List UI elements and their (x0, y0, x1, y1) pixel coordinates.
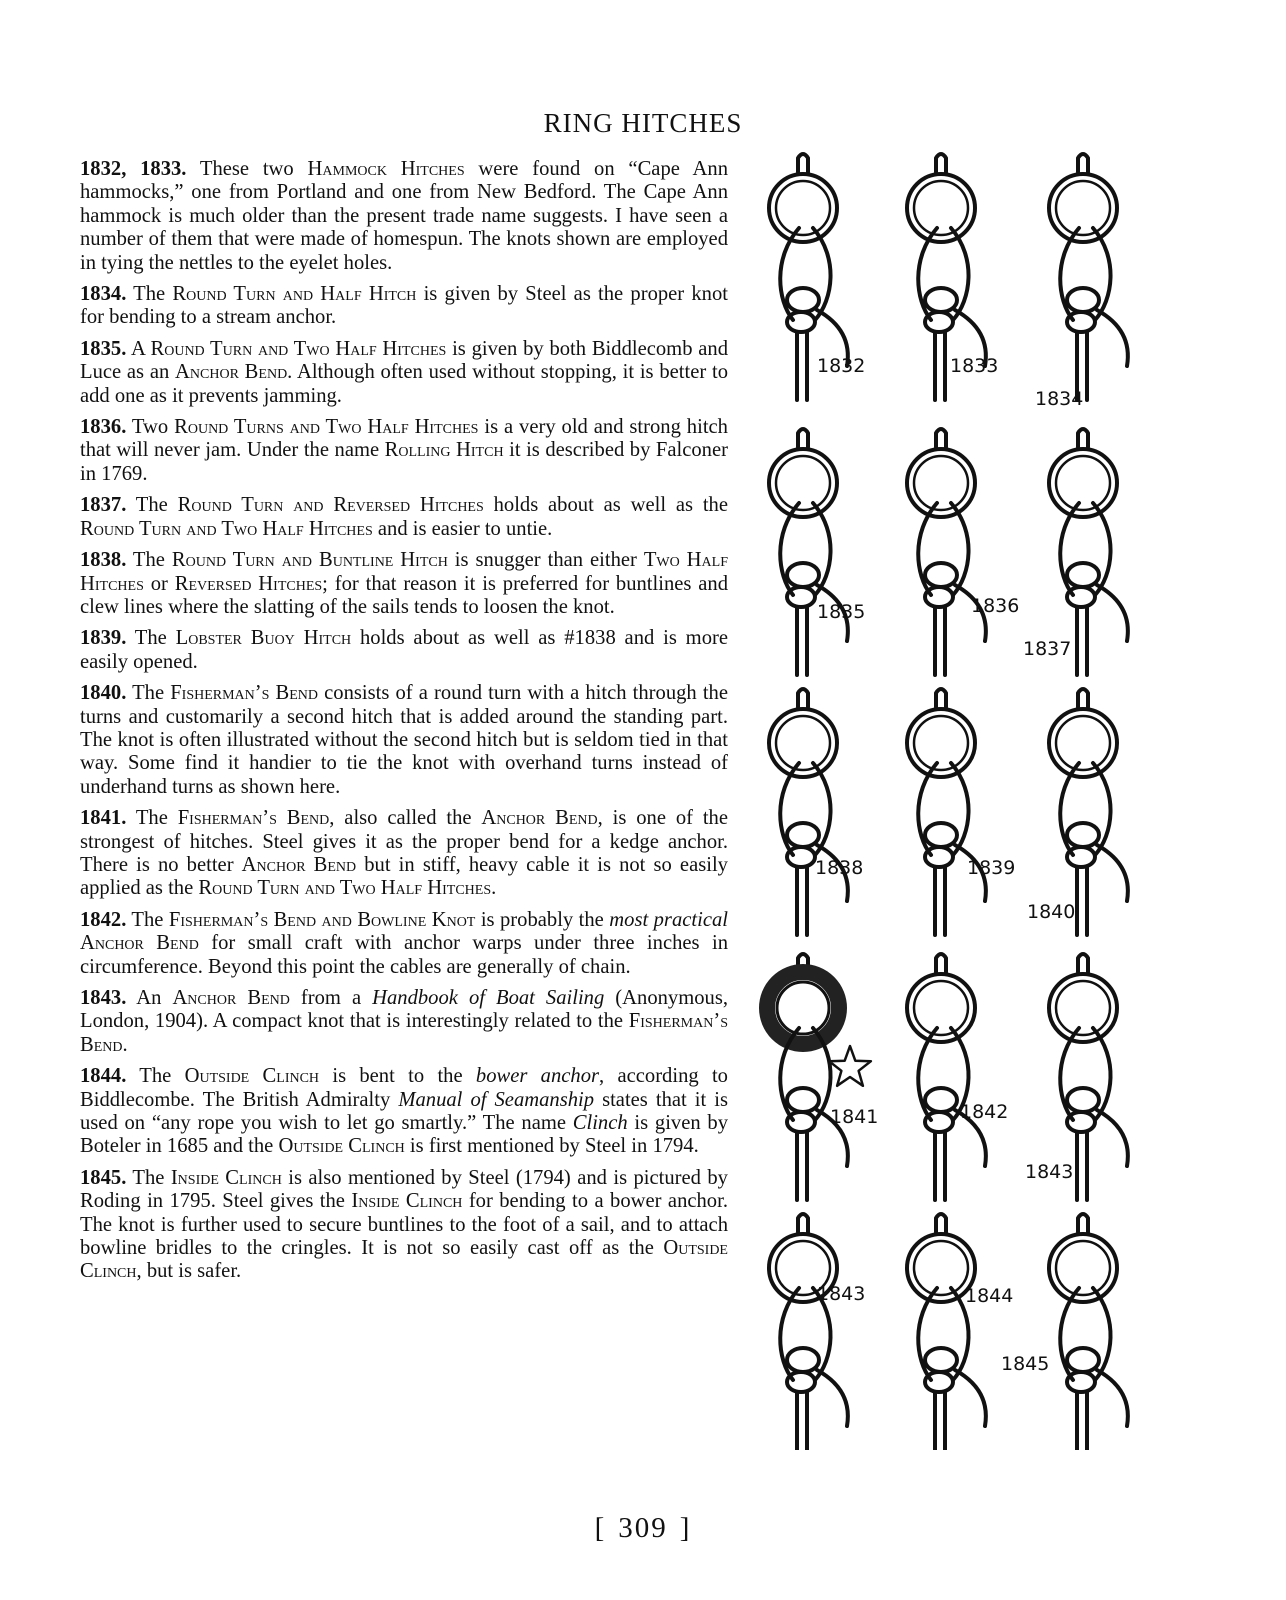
ring-inner (776, 716, 830, 770)
paragraph-1837 (80, 494, 728, 541)
standing-part (797, 867, 807, 935)
knot-name: Round Turns and Two Half Hitches (174, 416, 479, 439)
hitch-turn (1067, 1112, 1095, 1132)
paragraph-1839 (80, 627, 728, 674)
knot-figure-1840 (1027, 689, 1128, 935)
standing-part (1077, 1392, 1087, 1450)
knot-name: Fisherman’s Bend (177, 807, 330, 830)
figure-label: 1835 (817, 601, 866, 623)
knot-name: Fisherman’s Bend (170, 682, 319, 705)
figure-label: 1843 (817, 1283, 866, 1305)
ring-inner (914, 981, 968, 1035)
hauling-end (955, 1370, 986, 1426)
knot-name: Outside Clinch (80, 1237, 728, 1283)
standing-part (1077, 867, 1087, 935)
body-text: A (126, 337, 151, 360)
figure-label: 1838 (815, 857, 864, 879)
hitch-turn (1067, 563, 1099, 587)
hitch-turn (787, 587, 815, 607)
hitch-turn (925, 1348, 957, 1372)
paragraph-1842 (80, 909, 728, 979)
hauling-end (1097, 1110, 1128, 1166)
ring-inner (1056, 981, 1110, 1035)
body-text: for bending to a bower anchor. The knot is further used to secure buntlines to the foot of a sail, and to attach bowline bridles to the cringles. It is not so easily cast off as the (80, 1190, 728, 1260)
text-column (80, 158, 728, 1292)
hitch-turn (787, 288, 819, 312)
standing-part (935, 1392, 945, 1450)
hitch-turn (787, 823, 819, 847)
body-text: it is described by Falconer in 1769. (80, 439, 728, 485)
knot-name: Rolling Hitch (384, 439, 504, 462)
standing-part (935, 332, 945, 400)
paragraph-number: 1837. (80, 494, 127, 517)
ring-inner (1056, 716, 1110, 770)
paragraph-number: 1841. (80, 807, 127, 830)
body-text: The (126, 1166, 171, 1189)
hauling-end (1097, 1370, 1128, 1426)
paragraph-number: 1842. (80, 908, 127, 931)
knot-name: Reversed Hitches (174, 572, 323, 595)
ring (1049, 1234, 1117, 1302)
paragraph-number: 1836. (80, 416, 127, 439)
knot-figure-1843 (769, 1214, 865, 1450)
eye-bolt (1078, 1214, 1088, 1232)
body-text: The (126, 807, 178, 830)
body-text: An (126, 987, 173, 1009)
body-text: ; for that reason it is preferred for buntlines and clew lines where the slatting of the sails tends to loosen the knot. (80, 572, 728, 618)
ring-inner (914, 1241, 968, 1295)
ring-inner (914, 181, 968, 235)
hitch-turn (925, 847, 953, 867)
knot-figure-1833 (907, 154, 998, 400)
hitch-turn (925, 312, 953, 332)
body-text: , but is safer. (136, 1260, 242, 1283)
ring-inner (776, 456, 830, 510)
knot-figure-1845 (1001, 1214, 1128, 1450)
knot-name: Anchor Bend (80, 932, 199, 955)
paragraph-1843 (80, 987, 728, 1057)
hitch-turn (1067, 312, 1095, 332)
body-text: The (126, 682, 171, 705)
body-text: is snugger than either (447, 549, 644, 572)
folio-close-bracket: ] (679, 1512, 692, 1544)
knot-figure-1834 (1035, 154, 1128, 410)
knot-name: Round Turn and Two Half Hitches. (198, 877, 497, 900)
hitch-turn (925, 587, 953, 607)
knot-name: Round Turn and Reversed Hitches (177, 494, 484, 517)
body-text: is also mentioned by Steel (1794) and is pictured by Roding in 1795. Steel gives the (80, 1166, 728, 1213)
italic-text: Clinch (572, 1112, 628, 1135)
knot-figure-1839 (907, 689, 1015, 935)
hitch-turn (787, 847, 815, 867)
body-text: is bent to the (319, 1065, 476, 1088)
italic-text: most practical (609, 908, 728, 931)
figure-label: 1841 (830, 1106, 879, 1128)
star-icon (829, 1046, 871, 1086)
figure-label: 1842 (960, 1101, 1009, 1123)
body-text: from a (289, 987, 373, 1009)
body-text: , is one of the strongest of hitches. Steel gives it as the proper bend for a kedge anchor. There is no better (80, 807, 728, 876)
knot-name: Anchor Bend (172, 987, 290, 1009)
paragraph-1840 (80, 682, 728, 799)
knot-name: Round Turn and Half Hitch (172, 283, 417, 306)
body-text: , also called the (329, 807, 482, 830)
paragraph-number: 1835. (80, 337, 127, 360)
body-text: holds about as well as the (483, 494, 728, 517)
body-text: is given by both Biddlecomb and Luce as an (80, 337, 728, 384)
standing-part (797, 607, 807, 675)
hitch-turn (925, 1372, 953, 1392)
paragraph-number: 1839. (80, 627, 127, 650)
eye-bolt (936, 429, 946, 447)
eye-bolt (798, 689, 808, 707)
eye-bolt (798, 1214, 808, 1232)
hitch-turn (1067, 823, 1099, 847)
hitch-turn (1067, 288, 1099, 312)
paragraph-1845 (80, 1167, 728, 1284)
eye-bolt (936, 154, 946, 172)
eye-bolt (1078, 154, 1088, 172)
ring (769, 174, 837, 242)
paragraph-number: 1834. (80, 283, 127, 306)
ring-inner (914, 716, 968, 770)
knot-figure-1844 (907, 1214, 1013, 1450)
paragraph-number: 1840. (80, 682, 127, 705)
ring (907, 709, 975, 777)
knot-figure-1843 (1025, 954, 1128, 1200)
paragraph-1838 (80, 549, 728, 619)
knot-figure-1837 (1023, 429, 1128, 675)
hitch-turn (787, 1348, 819, 1372)
ring (907, 974, 975, 1042)
body-text: , according to Biddlecombe. The British Admiralty (80, 1065, 728, 1111)
standing-part (797, 332, 807, 400)
hitch-turn (787, 1112, 815, 1132)
hitch-turn (1067, 1348, 1099, 1372)
eye-bolt (1078, 689, 1088, 707)
body-text: or (143, 572, 175, 595)
eye-bolt (936, 1214, 946, 1232)
italic-text: bower anchor (475, 1065, 600, 1088)
paragraph-1844 (80, 1065, 728, 1159)
hitch-turn (925, 823, 957, 847)
body-text: (Anonymous, London, 1904). A compact knot that is interestingly related to the (80, 987, 728, 1033)
body-text: states that it is used on “any rope you wish to let go smartly.” The name (80, 1088, 728, 1135)
figure-label: 1836 (971, 595, 1020, 617)
knot-figure-1842 (907, 954, 1008, 1200)
ring-inner (1056, 456, 1110, 510)
figure-label: 1834 (1035, 388, 1084, 410)
ring (1049, 174, 1117, 242)
paragraph-number: 1844. (80, 1065, 127, 1088)
body-text: The (126, 627, 176, 650)
paragraph-1835 (80, 338, 728, 408)
knot-name: Two Half Hitches (80, 549, 728, 595)
ring (1049, 974, 1117, 1042)
knot-figure-1836 (907, 429, 1019, 675)
ring (1049, 709, 1117, 777)
standing-part (935, 867, 945, 935)
folio-number: 309 (618, 1512, 668, 1544)
eye-bolt (798, 154, 808, 172)
figure-label: 1832 (817, 355, 866, 377)
hitch-turn (787, 563, 819, 587)
paragraph-1834 (80, 283, 728, 330)
ring-inner (1056, 1241, 1110, 1295)
body-text: Two (126, 416, 175, 439)
knot-name: Round Turn and Two Half Hitches (150, 337, 447, 360)
hauling-end (817, 1370, 848, 1426)
hitch-turn (787, 312, 815, 332)
eye-bolt (1078, 954, 1088, 972)
italic-text: Handbook of Boat Sailing (372, 987, 605, 1009)
body-text: The (126, 283, 173, 306)
body-text: The (126, 549, 172, 572)
paragraph-number: 1838. (80, 549, 127, 572)
ring (769, 709, 837, 777)
eye-bolt (936, 954, 946, 972)
body-text: is first mentioned by Steel in 1794. (404, 1135, 699, 1158)
paragraph-number: 1845. (80, 1166, 127, 1189)
paragraph-1841 (80, 807, 728, 901)
figure-label: 1839 (967, 857, 1016, 879)
body-text: holds about as well as #1838 and is more easily opened. (80, 627, 728, 673)
knot-figure-1832 (769, 154, 865, 400)
figure-label: 1833 (950, 355, 999, 377)
standing-part (1077, 607, 1087, 675)
body-text: These two (186, 158, 308, 180)
knot-name: Inside Clinch (351, 1190, 463, 1213)
body-text: were found on “Cape Ann hammocks,” one from Portland and one from New Bedford. The Cape Ann hammock is much older than the present trade name suggests. I have seen a number of them that were made of homespun. The knots shown are employed in tying the nettles to the eyelet holes. (80, 158, 729, 274)
paragraph-1836 (80, 416, 728, 486)
body-text: consists of a round turn with a hitch through the turns and customarily a second hitch that is added around the standing part. The knot is often illustrated without the second hitch but is seldom tied in that way. Some find it handier to tie the knot with overhand turns instead of underhand turns as shown here. (80, 682, 728, 798)
page-number (0, 1512, 1286, 1545)
figure-label: 1845 (1001, 1353, 1050, 1375)
body-text: and is easier to untie. (372, 517, 553, 540)
knot-name: Lobster Buoy Hitch (175, 627, 352, 650)
body-text: The (126, 908, 169, 931)
ring (769, 449, 837, 517)
ring (1049, 449, 1117, 517)
hauling-end (1097, 310, 1128, 366)
hitch-turn (787, 1372, 815, 1392)
knot-name: Fisherman’s Bend and Bowline Knot (168, 908, 476, 931)
knot-figure-1838 (769, 689, 863, 935)
standing-part (935, 1132, 945, 1200)
eye-bolt (1078, 429, 1088, 447)
ring-inner (1056, 181, 1110, 235)
body-text: but in stiff, heavy cable it is not so easily applied as the (80, 853, 728, 900)
star-ornament (829, 1046, 871, 1086)
knot-name: Anchor Bend (481, 807, 598, 830)
standing-part (935, 607, 945, 675)
hitch-turn (925, 1088, 957, 1112)
body-text: The (126, 1065, 185, 1088)
ring-inner (777, 982, 829, 1034)
hitch-turn (1067, 847, 1095, 867)
knot-name: Anchor Bend (241, 853, 357, 876)
ring-inner (914, 456, 968, 510)
body-text: for small craft with anchor warps under three inches in circumference. Beyond this point the cables are generally of chain. (80, 932, 728, 978)
standing-part (797, 1392, 807, 1450)
eye-bolt (798, 429, 808, 447)
figure-label: 1844 (965, 1285, 1014, 1307)
knot-name: Outside Clinch (184, 1065, 320, 1088)
body-text: is given by Steel as the proper knot for bending to a stream anchor. (80, 283, 728, 329)
paragraph-1832-1833 (80, 158, 728, 275)
hauling-end (1097, 845, 1128, 901)
knot-name: Fisherman’s Bend. (80, 1010, 728, 1056)
knot-illustrations (745, 150, 1170, 1450)
body-text: is given by Boteler in 1685 and the (80, 1112, 728, 1158)
hitch-turn (925, 563, 957, 587)
hitch-turn (1067, 1088, 1099, 1112)
knot-name: Inside Clinch (170, 1166, 282, 1189)
knot-name: Outside Clinch (278, 1135, 405, 1158)
ring-inner (776, 181, 830, 235)
ring (907, 449, 975, 517)
knot-name: Round Turn and Two Half Hitches (80, 517, 373, 540)
hitch-turn (925, 1112, 953, 1132)
figure-label: 1843 (1025, 1161, 1074, 1183)
knot-name: Anchor Bend. (175, 361, 293, 384)
hauling-end (1097, 585, 1128, 641)
body-text: is a very old and strong hitch that will never jam. Under the name (80, 416, 728, 462)
body-text: is probably the (475, 908, 610, 931)
folio-open-bracket: [ (594, 1512, 607, 1544)
figure-label: 1840 (1027, 901, 1076, 923)
hitch-turn (787, 1088, 819, 1112)
italic-text: Manual of Seamanship (398, 1088, 595, 1111)
ring (907, 174, 975, 242)
hitch-turn (1067, 1372, 1095, 1392)
figure-label: 1837 (1023, 638, 1072, 660)
body-text: The (126, 494, 178, 517)
standing-part (797, 1132, 807, 1200)
knot-name: Round Turn and Buntline Hitch (171, 549, 448, 572)
paragraph-number: 1832, 1833. (80, 158, 187, 180)
eye-bolt (936, 689, 946, 707)
hitch-turn (1067, 587, 1095, 607)
knot-figure-1835 (769, 429, 865, 675)
knot-name: Hammock Hitches (307, 158, 465, 180)
body-text: Although often used without stopping, it is better to add one as it prevents jamming. (80, 361, 728, 407)
paragraph-number: 1843. (80, 987, 127, 1009)
page-title: RING HITCHES (543, 108, 743, 138)
standing-part (1077, 1132, 1087, 1200)
hitch-turn (925, 288, 957, 312)
